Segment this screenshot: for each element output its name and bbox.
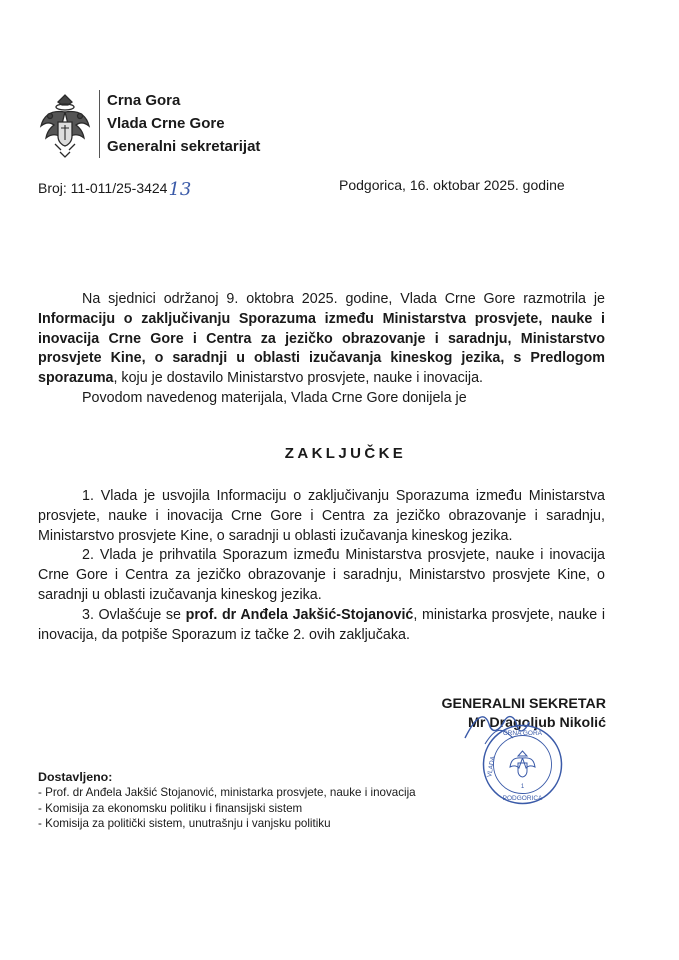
- distribution-item: - Komisija za ekonomsku politiku i finansijski sistem: [38, 801, 303, 815]
- intro-bold-title: Informaciju o zaključivanju Sporazuma između Ministarstva prosvjete, nauke i inovacija Crne Gore i Centra za jezičko obrazovanje i saradnju, Ministarstvo prosvjete Kine, o saradnji u oblasti izučavanja kineskog jezika, s Predlogom sporazuma: [38, 310, 605, 387]
- document-number-text: Broj: 11-011/25-3424: [38, 180, 168, 196]
- distribution-list: [38, 769, 478, 832]
- signature-role: GENERALNI SEKRETAR: [441, 696, 606, 712]
- place-date: Podgorica, 16. oktobar 2025. godine: [339, 177, 565, 193]
- stamp-top-text: CRNA GORA: [502, 730, 543, 737]
- document-number: [38, 177, 191, 198]
- conclusions-section: [38, 487, 605, 645]
- header-divider: [99, 90, 100, 158]
- povodom-paragraph: Povodom navedenog materijala, Vlada Crne Gore donijela je: [82, 389, 467, 406]
- official-stamp: [481, 723, 564, 806]
- distribution-item: - Komisija za politički sistem, unutrašnju i vanjsku politiku: [38, 817, 331, 831]
- intro-section: [38, 290, 605, 409]
- authorized-person: prof. dr Anđela Jakšić-Stojanović: [185, 606, 414, 623]
- conclusion-3: 3. Ovlašćuje se prof. dr Anđela Jakšić-Stojanović, ministarka prosvjete, nauke i inovacija, da potpiše Sporazum iz tačke 2. ovih zaključaka.: [38, 606, 605, 643]
- distribution-item: - Prof. dr Anđela Jakšić Stojanović, ministarka prosvjete, nauke i inovacija: [38, 786, 416, 799]
- header-line-1: Crna Gora: [107, 92, 181, 109]
- document-title: ZAKLJUČKE: [284, 445, 407, 462]
- signature-name: Mr Dragoljub Nikolić: [468, 715, 606, 731]
- handwritten-suffix: 13: [168, 179, 192, 200]
- conclusion-2: 2. Vlada je prihvatila Sporazum između Ministarstva prosvjete, nauke i inovacija Crne Gore i Centra za jezičko obrazovanje i saradnju, Ministarstvo prosvjete Kine, o saradnji u oblasti izučavanja kineskog jezika.: [38, 547, 605, 603]
- header-line-3: Generalni sekretarijat: [107, 138, 261, 155]
- stamp-left-text: VLADA: [486, 755, 497, 778]
- intro-paragraph: Na sjednici održanoj 9. oktobra 2025. godine, Vlada Crne Gore razmotrila je Informaciju o zaključivanju Sporazuma između Ministarstva prosvjete, nauke i inovacija Crne Gore i Centra za jezičko obrazovanje i saradnju, Ministarstvo prosvjete Kine, o saradnji u oblasti izučavanja kineskog jezika, s Predlogom sporazuma, koju je dostavilo Ministarstvo prosvjete, nauke i inovacija.: [38, 291, 605, 387]
- header-line-2: Vlada Crne Gore: [107, 115, 225, 132]
- conclusion-1: 1. Vlada je usvojila Informaciju o zaključivanju Sporazuma između Ministarstva prosvjete, nauke i inovacija Crne Gore i Centra za jezičko obrazovanje i saradnju, Ministarstvo prosvjete Kine, o saradnji u oblasti izučavanja kineskog jezika.: [38, 488, 605, 544]
- distribution-heading: Dostavljeno:: [38, 770, 113, 784]
- stamp-graphic: [481, 723, 564, 806]
- coat-of-arms-icon: [38, 92, 92, 160]
- stamp-bottom-text: PODGORICA: [502, 795, 543, 802]
- stamp-number: 1: [520, 784, 525, 790]
